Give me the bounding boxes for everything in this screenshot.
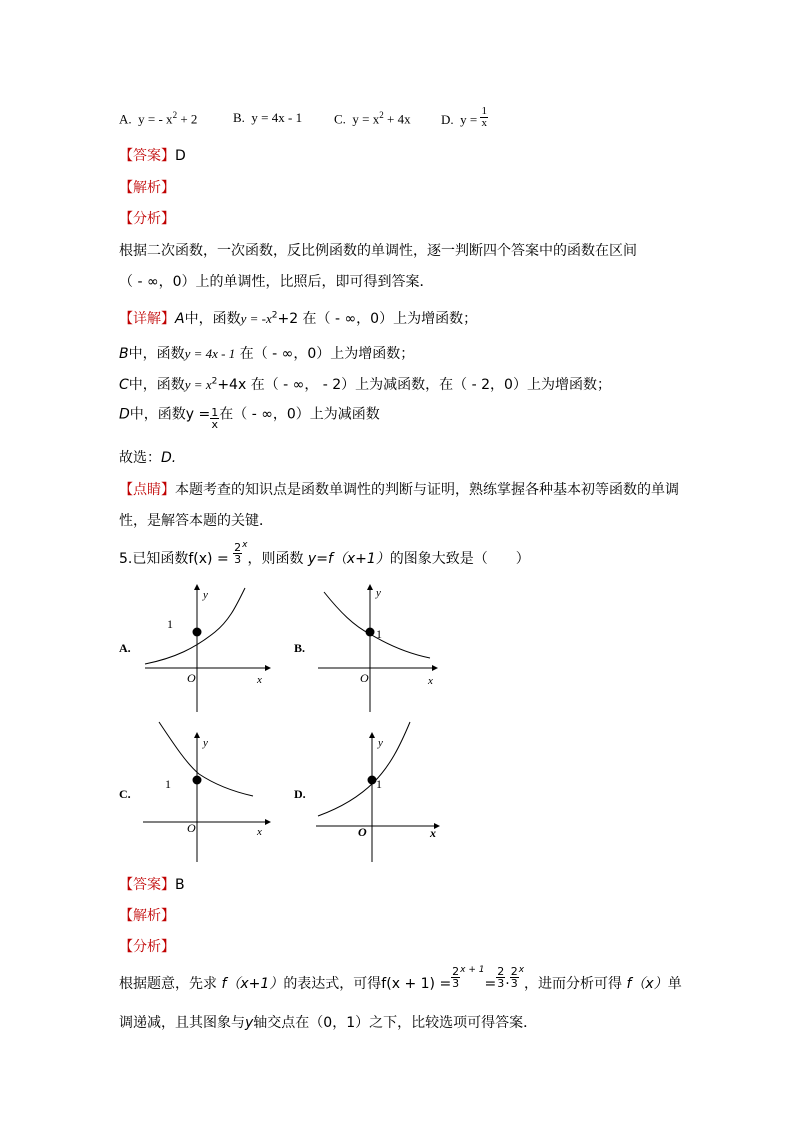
intercept-dot: [366, 628, 375, 637]
label-y: y: [378, 737, 383, 749]
graph-a: [115, 582, 295, 722]
q5-frac-den: 3: [452, 977, 460, 990]
x-axis-arrow: [432, 665, 438, 671]
label-x: x: [430, 826, 436, 840]
option-expr: y = x: [352, 111, 380, 127]
label-one: 1: [376, 627, 382, 641]
q5-exp1: x + 1: [460, 964, 485, 975]
detail-c-expr: y = x: [184, 377, 212, 392]
q5-stem-mid: ，则函数: [247, 550, 308, 567]
curve: [145, 588, 245, 664]
q5-stem: [119, 539, 530, 567]
label-y: y: [203, 589, 208, 601]
q5-stem-exp: x: [242, 539, 248, 550]
label-origin: O: [360, 671, 369, 685]
q5-fenxi-b: f（x+1）: [221, 975, 284, 992]
graph-b: [290, 582, 470, 722]
curve: [318, 722, 410, 816]
q5-stem-den: 3: [234, 553, 242, 566]
label-one: 1: [376, 777, 382, 791]
label-x: x: [257, 674, 262, 686]
q5-answer-tag: 【答案】: [119, 877, 175, 893]
q5-fenxi-line-2: [119, 1012, 537, 1032]
dianjing-line-1: [119, 479, 679, 499]
graph-c: [115, 716, 295, 866]
detail-tag: 【详解】: [119, 311, 175, 327]
intercept-dot: [193, 776, 202, 785]
label-origin: O: [187, 671, 196, 685]
x-axis-arrow: [265, 665, 271, 671]
q5-fenxi-line2-a: 调递减，且其图象与: [119, 1015, 245, 1031]
dianjing-text-1: 本题考查的知识点是函数单调性的判断与证明，熟练掌握各种基本初等函数的单调: [175, 482, 679, 498]
option-expr-post: + 2: [177, 111, 198, 127]
q5-fenxi-c: 的表达式，可得f(x + 1) =: [283, 975, 452, 992]
curve: [324, 592, 430, 658]
q5-frac-num-2: 2: [497, 965, 505, 978]
q5-analysis-tag: 【解析】: [119, 908, 175, 924]
answer-line: [119, 145, 186, 165]
label-one: 1: [165, 777, 171, 791]
label-x: x: [428, 675, 433, 687]
q5-answer-value: B: [175, 877, 185, 893]
curve: [159, 722, 253, 796]
graph-d: [290, 716, 470, 866]
detail-d-mid: 中，函数y =: [129, 406, 211, 423]
option-expr: y =: [460, 112, 478, 128]
intercept-dot: [193, 628, 202, 637]
q5-stem-pre: 5.已知函数f(x) =: [119, 550, 229, 567]
detail-a-post: +2 在（ - ∞，0）上为增函数；: [277, 311, 478, 327]
y-axis-arrow: [367, 584, 373, 590]
dianjing-line-2: 性，是解答本题的关键．: [119, 513, 273, 529]
graph-label: A.: [119, 641, 131, 655]
x-axis-arrow: [265, 819, 271, 825]
q5-eq: =: [484, 975, 497, 992]
analysis-tag: 【解析】: [119, 180, 175, 196]
option-a: [119, 110, 197, 127]
option-exp: 2: [379, 110, 384, 120]
answer-tag: 【答案】: [119, 148, 175, 164]
detail-a-letter: A: [175, 311, 185, 327]
q5-fenxi-e: f（x）: [626, 975, 668, 992]
q5-frac-den-2: 3: [497, 977, 505, 990]
detail-a-mid: 中，函数: [184, 311, 241, 327]
fenxi-line-1: 根据二次函数，一次函数，反比例函数的单调性，逐一判断四个答案中的函数在区间: [119, 243, 637, 259]
detail-d-num: 1: [211, 406, 219, 419]
fenxi-tag: 【分析】: [119, 211, 175, 227]
option-label: A.: [119, 111, 132, 127]
detail-c-post: +4x 在（ - ∞， - 2）上为减函数，在（ - 2，0）上为增函数；: [217, 377, 611, 393]
detail-c-letter: C: [119, 377, 129, 393]
fenxi-line-2: （ - ∞，0）上的单调性，比照后，即可得到答案．: [119, 274, 434, 290]
detail-b-post: 在（ - ∞，0）上为增函数；: [235, 346, 415, 362]
label-origin: O: [358, 825, 367, 839]
detail-d-post: 在（ - ∞，0）上为减函数: [219, 406, 380, 423]
option-c: [334, 110, 411, 127]
y-axis-arrow: [369, 732, 375, 738]
q5-dot: ·: [505, 975, 510, 992]
label-origin: O: [187, 821, 196, 835]
q5-exp2: x: [518, 964, 525, 975]
q5-fenxi-line-1: [119, 962, 682, 992]
option-expr: y = - x: [138, 111, 173, 127]
option-exp: 2: [172, 110, 178, 120]
option-label: B.: [233, 110, 245, 125]
detail-b-expr: y = 4x - 1: [184, 346, 236, 361]
q5-fenxi-a: 根据题意，先求: [119, 975, 222, 992]
q5-fenxi-d: ，进而分析可得: [524, 975, 627, 992]
q5-fenxi-tag: 【分析】: [119, 939, 175, 955]
detail-c-exp: 2: [211, 376, 218, 387]
detail-a-exp: 2: [271, 310, 278, 321]
detail-a-expr: y = -x: [240, 311, 272, 326]
choice-line: [119, 447, 176, 467]
label-x: x: [257, 826, 262, 838]
graph-label: C.: [119, 787, 131, 801]
q5-answer-line: [119, 874, 185, 894]
detail-line-c: [119, 374, 611, 394]
detail-line-a: [119, 308, 477, 328]
detail-b-letter: B: [119, 346, 129, 362]
q5-frac-den-3: 3: [510, 977, 518, 990]
q5-frac-num: 2: [452, 965, 460, 978]
q5-frac-num-3: 2: [510, 965, 518, 978]
choice-val: D.: [161, 450, 177, 466]
answer-value: D: [175, 148, 186, 164]
label-one: 1: [167, 617, 173, 631]
choice-pre: 故选：: [119, 450, 161, 466]
detail-line-d: [119, 403, 380, 431]
q5-stem-expr: y=f（x+1）: [307, 550, 390, 567]
option-den: x: [481, 117, 487, 129]
q5-stem-post: 的图象大致是（ ）: [389, 550, 530, 567]
y-axis-arrow: [194, 584, 200, 590]
option-expr: y = 4x - 1: [251, 110, 303, 125]
detail-b-mid: 中，函数: [128, 346, 185, 362]
q5-stem-num: 2: [234, 541, 242, 554]
option-expr-post: + 4x: [383, 111, 411, 127]
dianjing-tag: 【点睛】: [119, 482, 175, 498]
detail-d-den: x: [211, 418, 218, 431]
y-axis-arrow: [194, 732, 200, 738]
q5-fenxi-line2-b: y: [245, 1015, 254, 1031]
label-y: y: [376, 587, 381, 599]
option-label: C.: [334, 111, 346, 127]
detail-d-letter: D: [119, 406, 130, 423]
option-b: [233, 110, 302, 126]
q5-fenxi-f: 单: [667, 975, 682, 992]
detail-line-b: [119, 343, 414, 363]
option-num: 1: [481, 105, 487, 117]
option-d: [441, 100, 488, 129]
graph-label: D.: [294, 787, 306, 801]
detail-c-mid: 中，函数: [128, 377, 185, 393]
label-y: y: [203, 737, 208, 749]
option-label: D.: [441, 112, 454, 128]
q5-fenxi-line2-c: 轴交点在（0，1）之下，比较选项可得答案．: [253, 1015, 538, 1031]
graph-label: B.: [294, 641, 306, 655]
